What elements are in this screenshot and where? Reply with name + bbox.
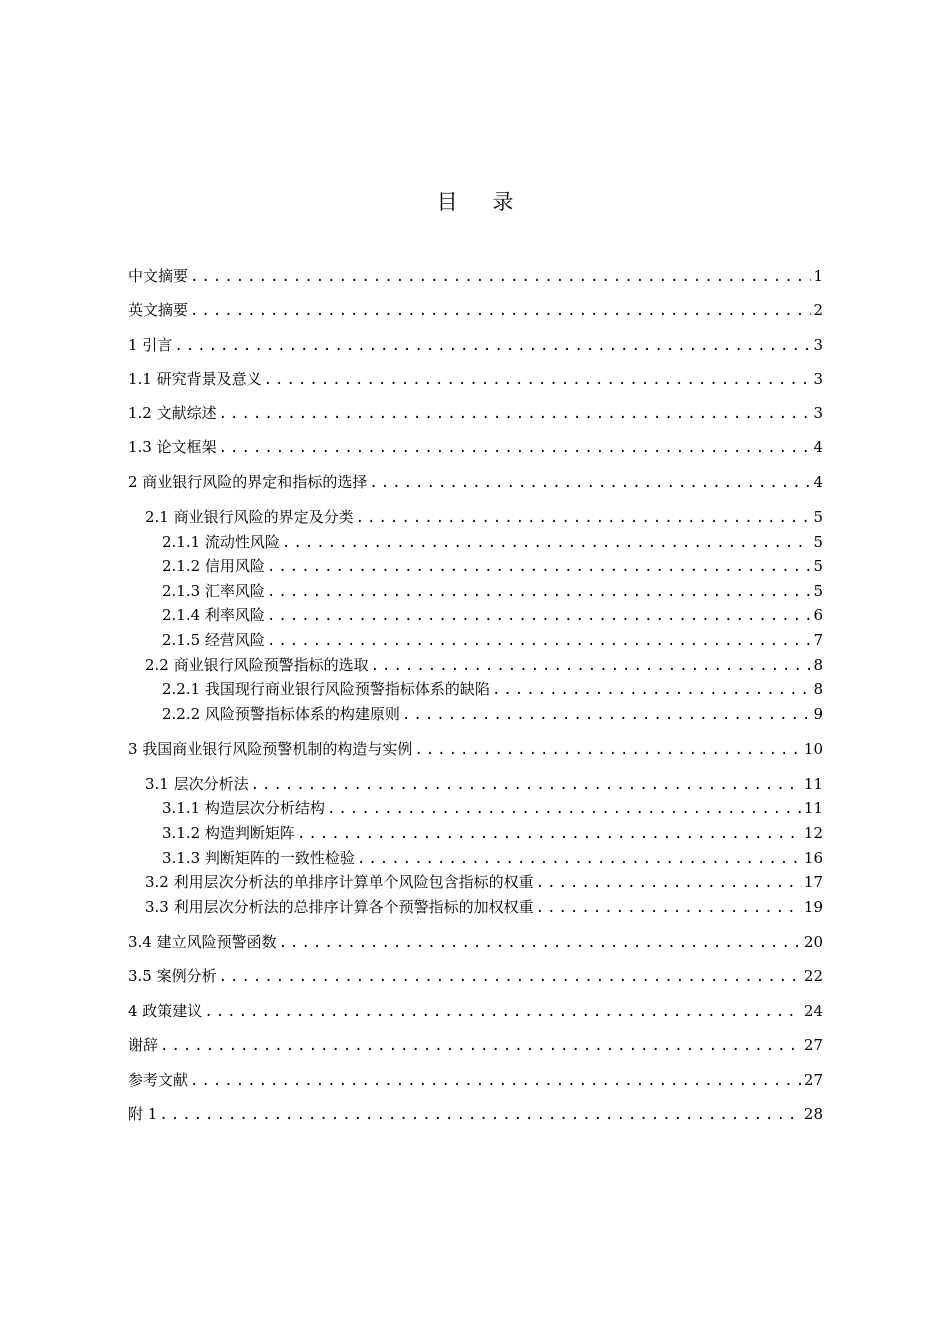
toc-leader xyxy=(414,740,802,760)
toc-leader xyxy=(190,1071,802,1091)
toc-entry-text: 1 引言 xyxy=(128,336,173,354)
toc-entry-text: 3 我国商业银行风险预警机制的构造与实例 xyxy=(128,740,413,758)
toc-entry-text: 3.5 案例分析 xyxy=(128,967,217,985)
toc-entry-page: 20 xyxy=(803,933,823,951)
toc-entry[interactable] xyxy=(162,532,823,553)
toc-entry-page: 1 xyxy=(813,267,823,285)
toc-entry[interactable] xyxy=(162,605,823,626)
toc-entry[interactable] xyxy=(162,704,823,725)
toc-entry-page: 3 xyxy=(813,404,823,422)
toc-entry-page: 16 xyxy=(803,849,823,867)
toc-leader xyxy=(369,473,811,493)
toc-entry[interactable] xyxy=(128,1001,823,1022)
toc-entry-page: 27 xyxy=(803,1036,823,1054)
toc-entry-page: 3 xyxy=(813,370,823,388)
toc-entry[interactable] xyxy=(128,1070,823,1091)
toc-leader xyxy=(297,824,802,844)
toc-leader xyxy=(160,1036,802,1056)
toc-entry[interactable] xyxy=(162,581,823,602)
toc-entry[interactable] xyxy=(162,556,823,577)
toc-entry-page: 4 xyxy=(813,473,823,491)
toc-entry[interactable] xyxy=(128,266,823,287)
toc-entry-text: 4 政策建议 xyxy=(128,1002,203,1020)
toc-entry-page: 8 xyxy=(813,680,823,698)
toc-entry-page: 22 xyxy=(803,967,823,985)
toc-entry-text: 2.2.2 风险预警指标体系的构建原则 xyxy=(162,705,400,723)
toc-entry-text: 1.3 论文框架 xyxy=(128,438,217,456)
toc-entry-page: 24 xyxy=(803,1002,823,1020)
toc-entry[interactable] xyxy=(162,679,823,700)
toc-entry-text: 2.1.3 汇率风险 xyxy=(162,582,265,600)
toc-leader xyxy=(267,631,812,651)
toc-entry-page: 28 xyxy=(803,1105,823,1123)
page-title: 目 录 xyxy=(436,190,528,214)
toc-entry[interactable] xyxy=(162,823,823,844)
toc-entry-text: 2.1.1 流动性风险 xyxy=(162,533,280,551)
toc-leader xyxy=(159,1105,802,1125)
toc-entry[interactable] xyxy=(128,739,823,760)
toc-entry-page: 11 xyxy=(803,799,823,817)
toc-entry-page: 3 xyxy=(813,336,823,354)
toc-entry-text: 1.2 文献综述 xyxy=(128,404,217,422)
toc-entry[interactable] xyxy=(128,472,823,493)
toc-entry-text: 英文摘要 xyxy=(128,301,189,319)
toc-entry[interactable] xyxy=(128,369,823,390)
toc-leader xyxy=(402,705,812,725)
toc-leader xyxy=(371,656,812,676)
toc-entry-text: 2 商业银行风险的界定和指标的选择 xyxy=(128,473,368,491)
toc-entry[interactable] xyxy=(162,798,823,819)
toc-leader xyxy=(536,873,802,893)
toc-leader xyxy=(267,606,812,626)
toc-entry-text: 3.1.3 判断矩阵的一致性检验 xyxy=(162,849,355,867)
toc-entry-page: 27 xyxy=(803,1071,823,1089)
toc-entry-page: 8 xyxy=(813,656,823,674)
toc-leader xyxy=(492,680,812,700)
toc-entry-page: 19 xyxy=(803,898,823,916)
toc-entry-page: 2 xyxy=(813,301,823,319)
toc-entry[interactable] xyxy=(128,403,823,424)
toc-leader xyxy=(279,933,802,953)
toc-leader xyxy=(219,404,812,424)
toc-entry-text: 3.2 利用层次分析法的单排序计算单个风险包含指标的权重 xyxy=(145,873,534,891)
toc-leader xyxy=(282,533,812,553)
toc-entry-page: 5 xyxy=(813,557,823,575)
toc-entry-text: 中文摘要 xyxy=(128,267,189,285)
toc-entry-text: 参考文献 xyxy=(128,1071,189,1089)
toc-leader xyxy=(356,508,812,528)
toc-entry[interactable] xyxy=(128,335,823,356)
toc-entry[interactable] xyxy=(145,507,823,528)
toc-entry-text: 2.1.4 利率风险 xyxy=(162,606,265,624)
toc-leader xyxy=(267,582,812,602)
toc-leader xyxy=(267,557,812,577)
toc-leader xyxy=(174,336,811,356)
toc-leader xyxy=(219,967,802,987)
toc-entry-text: 2.1.5 经营风险 xyxy=(162,631,265,649)
toc-leader xyxy=(190,267,811,287)
toc-entry-page: 5 xyxy=(813,533,823,551)
toc-leader xyxy=(536,898,802,918)
toc-entry[interactable] xyxy=(128,300,823,321)
toc-entry-text: 附 1 xyxy=(128,1105,158,1123)
toc-entry-text: 3.1 层次分析法 xyxy=(145,775,249,793)
toc-entry[interactable] xyxy=(162,630,823,651)
toc-entry[interactable] xyxy=(145,897,823,918)
toc-leader xyxy=(264,370,812,390)
toc-entry[interactable] xyxy=(145,655,823,676)
toc-entry-text: 2.2 商业银行风险预警指标的选取 xyxy=(145,656,369,674)
toc-leader xyxy=(204,1002,802,1022)
toc-entry[interactable] xyxy=(128,932,823,953)
toc-entry-page: 4 xyxy=(813,438,823,456)
toc-entry-text: 2.2.1 我国现行商业银行风险预警指标体系的缺陷 xyxy=(162,680,490,698)
toc-entry[interactable] xyxy=(162,848,823,869)
toc-entry-page: 5 xyxy=(813,508,823,526)
toc-entry[interactable] xyxy=(128,966,823,987)
toc-entry-page: 11 xyxy=(803,775,823,793)
toc-entry-text: 1.1 研究背景及意义 xyxy=(128,370,262,388)
toc-entry-page: 5 xyxy=(813,582,823,600)
toc-entry[interactable] xyxy=(145,872,823,893)
toc-leader xyxy=(219,438,812,458)
toc-entry-page: 7 xyxy=(813,631,823,649)
toc-entry[interactable] xyxy=(128,1035,823,1056)
toc-entry[interactable] xyxy=(128,1104,823,1125)
toc-entry-page: 17 xyxy=(803,873,823,891)
toc-entry-text: 3.1.2 构造判断矩阵 xyxy=(162,824,295,842)
toc-entry-text: 谢辞 xyxy=(128,1036,159,1054)
toc-entry-page: 6 xyxy=(813,606,823,624)
toc-entry-page: 9 xyxy=(813,705,823,723)
toc-entry-text: 3.1.1 构造层次分析结构 xyxy=(162,799,325,817)
toc-entry-page: 12 xyxy=(803,824,823,842)
toc-leader xyxy=(251,775,802,795)
toc-leader xyxy=(357,849,802,869)
toc-entry[interactable] xyxy=(145,774,823,795)
toc-leader xyxy=(327,799,802,819)
toc-entry-text: 2.1 商业银行风险的界定及分类 xyxy=(145,508,354,526)
toc-entry-page: 10 xyxy=(803,740,823,758)
toc-entry[interactable] xyxy=(128,437,823,458)
toc-entry-text: 2.1.2 信用风险 xyxy=(162,557,265,575)
toc-entry-text: 3.3 利用层次分析法的总排序计算各个预警指标的加权权重 xyxy=(145,898,534,916)
toc-entry-text: 3.4 建立风险预警函数 xyxy=(128,933,277,951)
toc-leader xyxy=(190,301,811,321)
